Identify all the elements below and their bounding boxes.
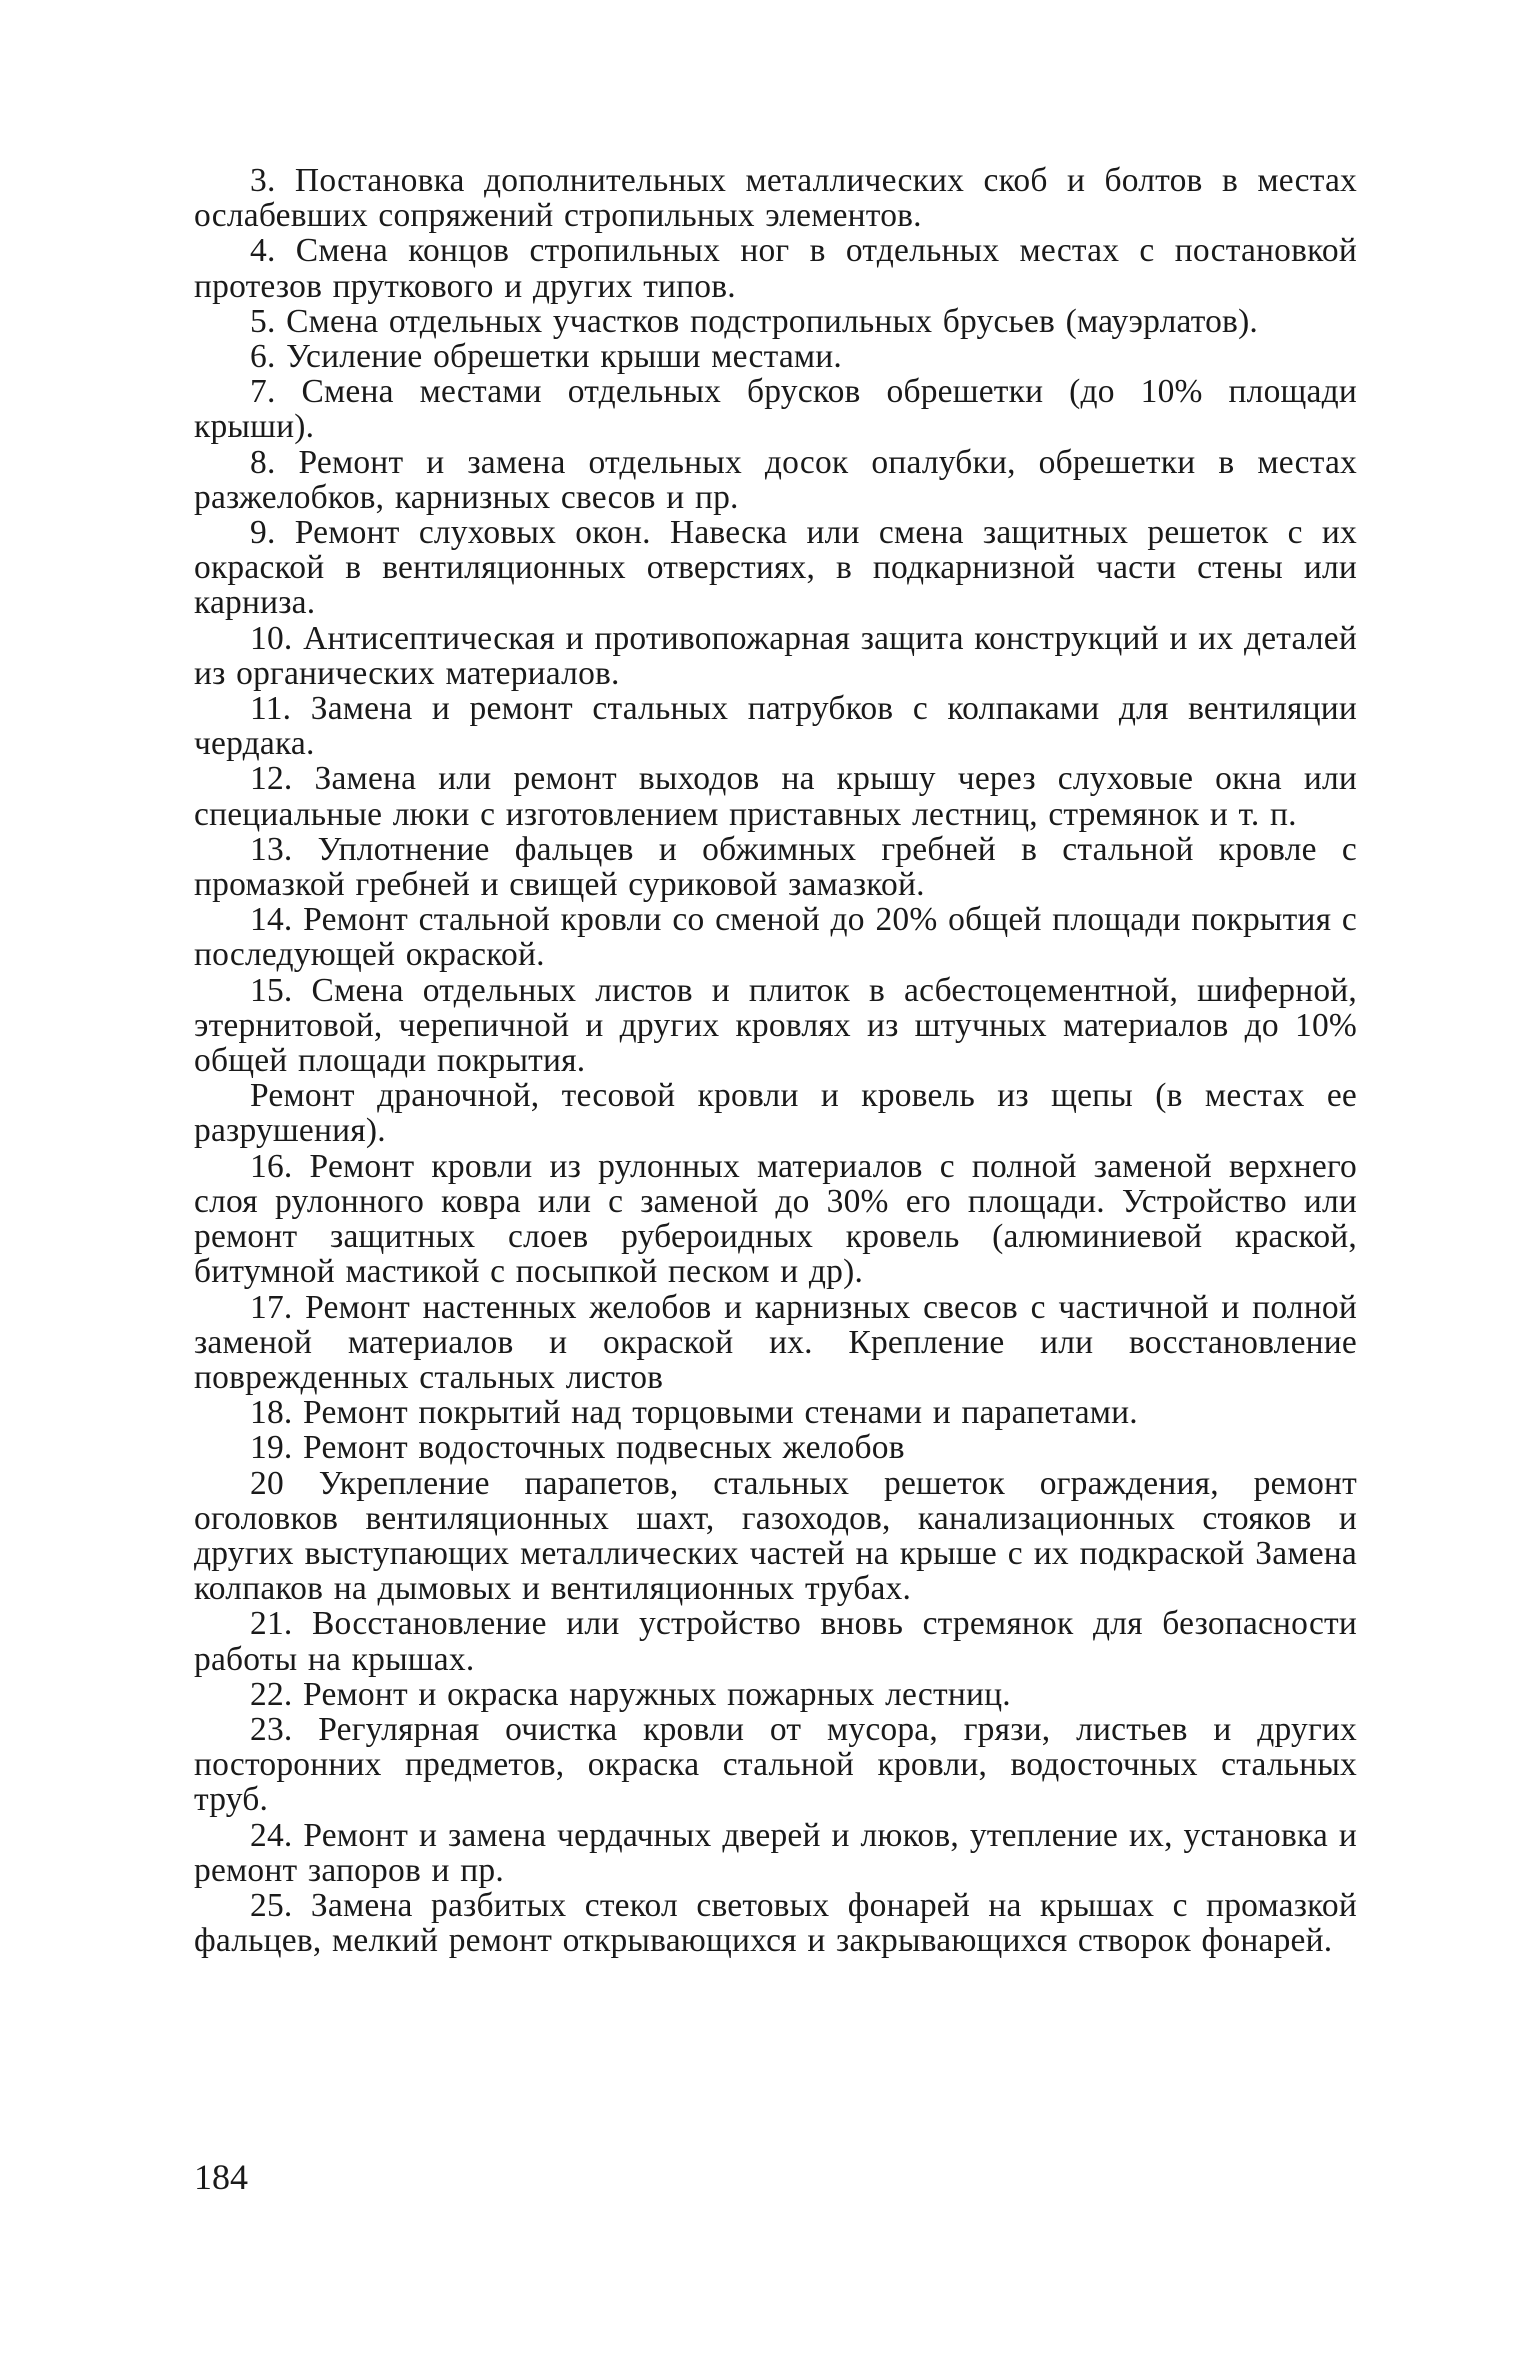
paragraph-item-6: 6. Усиление обрешетки крыши местами. [250, 338, 842, 376]
paragraph-item-23: 23. Регулярная очистка кровли от мусора, грязи, листьев и других посторонних предметов, окраска стальной кровли, водосточных стальных труб. [194, 1710, 1357, 1819]
page-number: 184 [194, 2157, 248, 2197]
paragraph-item-8: 8. Ремонт и замена отдельных досок опалубки, обрешетки в местах разжелобков, карнизных свесов и пр. [194, 443, 1357, 516]
paragraph-item-11: 11. Замена и ремонт стальных патрубков с колпаками для вентиляции чердака. [194, 690, 1357, 763]
paragraph-unnumbered: Ремонт драночной, тесовой кровли и кровель из щепы (в местах ее разрушения). [194, 1077, 1357, 1150]
paragraph-item-14: 14. Ремонт стальной кровли со сменой до 20% общей площади покрытия с последующей окраской. [194, 901, 1357, 974]
paragraph-item-18: 18. Ремонт покрытий над торцовыми стенами и парапетами. [250, 1394, 1138, 1432]
paragraph-item-24: 24. Ремонт и замена чердачных дверей и люков, утепление их, установка и ремонт запоров и пр. [194, 1816, 1357, 1889]
paragraph-item-17: 17. Ремонт настенных желобов и карнизных свесов с частичной и полной заменой материалов и окраской их. Крепление или восстановление поврежденных стальных листов [194, 1288, 1357, 1396]
paragraph-item-3: 3. Постановка дополнительных металлических скоб и болтов в местах ослабевших сопряжений стропильных элементов. [194, 162, 1357, 235]
paragraph-item-16: 16. Ремонт кровли из рулонных материалов с полной заменой верхнего слоя рулонного ковра или с заменой до 30% его площади. Устройство или ремонт защитных слоев рубероидных кровель (алюминиевой краской, битумной мастикой с посыпкой песком и др). [194, 1147, 1357, 1291]
paragraph-item-19: 19. Ремонт водосточных подвесных желобов [250, 1429, 905, 1467]
paragraph-item-22: 22. Ремонт и окраска наружных пожарных лестниц. [250, 1675, 1011, 1713]
paragraph-item-25: 25. Замена разбитых стекол световых фонарей на крышах с промазкой фальцев, мелкий ремонт открывающихся и закрывающихся створок фонарей. [194, 1886, 1357, 1960]
paragraph-item-13: 13. Уплотнение фальцев и обжимных гребней в стальной кровле с промазкой гребней и свищей суриковой замазкой. [194, 830, 1357, 904]
paragraph-item-15: 15. Смена отдельных листов и плиток в асбестоцементной, шиферной, этернитовой, черепичной и других кровлях из штучных материалов до 10% общей площади покрытия. [194, 971, 1357, 1080]
paragraph-item-12: 12. Замена или ремонт выходов на крышу через слуховые окна или специальные люки с изготовлением приставных лестниц, стремянок и т. п. [194, 760, 1357, 833]
paragraph-item-21: 21. Восстановление или устройство вновь стремянок для безопасности работы на крышах. [194, 1605, 1357, 1678]
paragraph-item-20: 20 Укрепление парапетов, стальных решеток ограждения, ремонт оголовков вентиляционных шахт, газоходов, канализационных стояков и других выступающих металлических частей на крыше с их подкраской Замена колпаков на дымовых и вентиляционных трубах. [194, 1464, 1357, 1608]
paragraph-item-5: 5. Смена отдельных участков подстропильных брусьев (мауэрлатов). [250, 302, 1258, 340]
text-body [194, 163, 1357, 1958]
paragraph-item-7: 7. Смена местами отдельных брусков обрешетки (до 10% площади крыши). [194, 373, 1357, 446]
paragraph-item-10: 10. Антисептическая и противопожарная защита конструкций и их деталей из органических материалов. [194, 619, 1357, 692]
paragraph-item-4: 4. Смена концов стропильных ног в отдельных местах с постановкой протезов пруткового и других типов. [194, 232, 1357, 305]
paragraph-item-9: 9. Ремонт слуховых окон. Навеска или смена защитных решеток с их окраской в вентиляционных отверстиях, в подкарнизной части стены или карниза. [194, 514, 1357, 622]
